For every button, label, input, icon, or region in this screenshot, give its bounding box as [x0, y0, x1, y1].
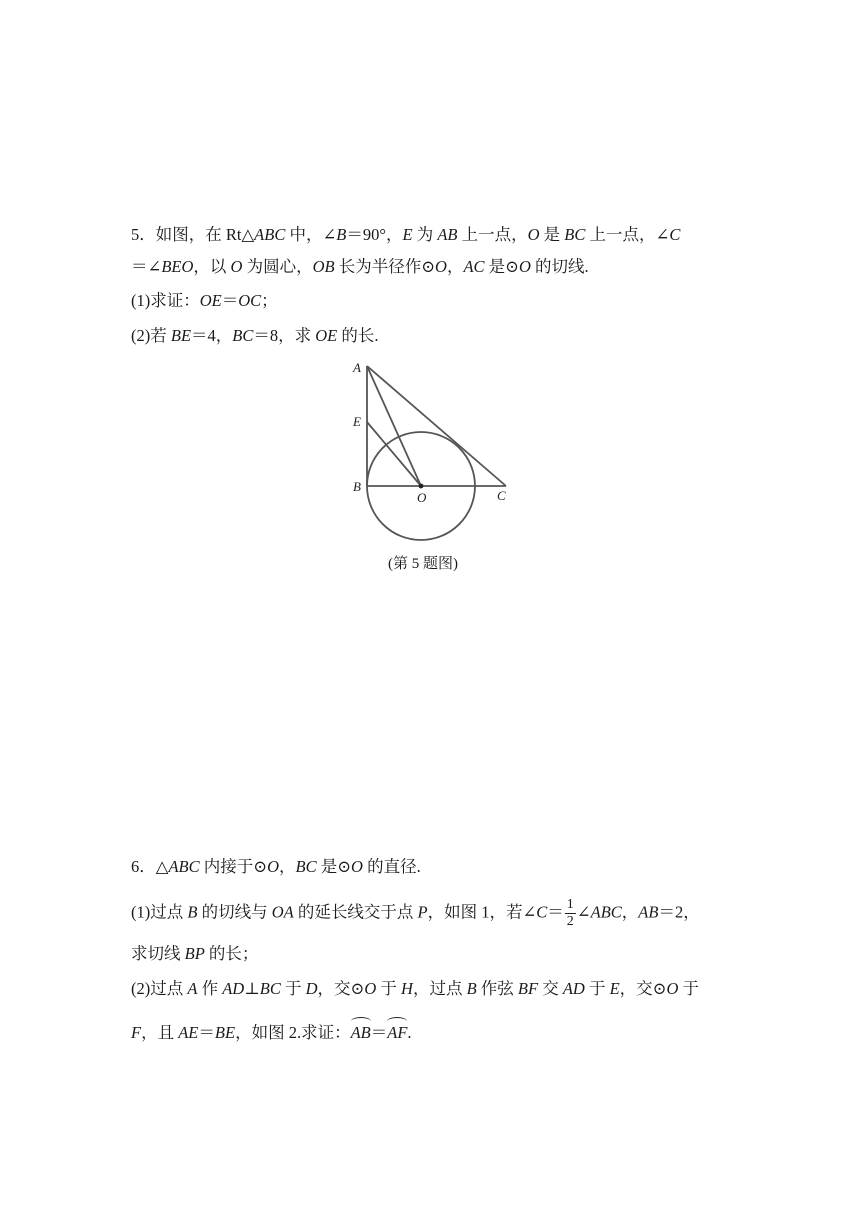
text: ，如图 1，若∠ [427, 902, 537, 922]
text: A [187, 979, 198, 998]
text: 为 [412, 225, 438, 244]
text: E [609, 979, 620, 998]
text: O [364, 979, 377, 998]
text: 于 [678, 979, 700, 998]
p5-line-2 [131, 256, 589, 278]
text: BC [232, 326, 254, 345]
text: AE [178, 1023, 199, 1042]
text: ＝ [221, 291, 239, 310]
text: ， [446, 257, 464, 276]
text: 2 [566, 914, 574, 929]
text: ； [261, 291, 278, 310]
text: O [267, 857, 279, 876]
text: ABC [168, 857, 200, 876]
text: BC [259, 979, 281, 998]
text: AC [463, 257, 485, 276]
text: O [230, 257, 243, 276]
text: OC [238, 291, 262, 310]
text: BP [184, 944, 205, 963]
label-b: B [353, 479, 361, 494]
p5-line-4 [131, 325, 379, 347]
text: 的长. [337, 326, 379, 345]
text: 的延长线交于点 [293, 902, 418, 922]
text: ABC [254, 225, 286, 244]
text: 为圆心， [242, 257, 313, 276]
text: 上一点，∠ [585, 225, 670, 244]
text: ＝ [370, 1023, 388, 1042]
segment-ac [367, 366, 506, 486]
text: ∠ [576, 902, 591, 922]
text: ＝90°， [346, 225, 403, 244]
text: O [435, 257, 447, 276]
text: AB [638, 902, 659, 922]
segment-ao [367, 366, 421, 486]
arc-ab: AB [350, 1023, 371, 1042]
p6-line-5 [131, 1022, 412, 1044]
text: ⊥ [244, 979, 260, 998]
text: ， [621, 902, 639, 922]
text: 的长； [204, 944, 259, 963]
label-c: C [497, 488, 506, 503]
text: ＝8，求 [253, 326, 316, 345]
fraction-one-half [565, 897, 576, 930]
text: OA [271, 902, 294, 922]
text: (1)过点 [131, 902, 188, 922]
text: 长为半径作⊙ [334, 257, 436, 276]
text: BC [564, 225, 586, 244]
text: ＝ [198, 1023, 215, 1042]
p6-line-1 [131, 856, 421, 878]
label-a: A [353, 360, 361, 375]
text: ，以 [193, 257, 231, 276]
text: 1 [566, 897, 574, 912]
text: F [131, 1023, 142, 1042]
text: OE [199, 291, 222, 310]
text: B [336, 225, 347, 244]
text: ＝4， [191, 326, 233, 345]
text: ，如图 2.求证： [235, 1023, 351, 1042]
text: OE [315, 326, 338, 345]
text: BF [517, 979, 539, 998]
text: 的直径. [362, 857, 421, 876]
text: AD [562, 979, 585, 998]
segment-eo [367, 422, 421, 486]
geometry-figure [340, 355, 520, 545]
point-o [419, 484, 424, 489]
p6-line-2 [131, 897, 700, 930]
arc-af: AF [387, 1023, 408, 1042]
p5-line-1 [131, 224, 680, 246]
text: 6．△ [131, 857, 169, 876]
text: ＝∠ [131, 257, 162, 276]
text: 的切线. [530, 257, 589, 276]
text: ＝2， [658, 902, 700, 922]
figure-caption: (第 5 题图) [388, 556, 458, 572]
text: (2)若 [131, 326, 171, 345]
p6-line-3 [131, 943, 258, 965]
text: ， [279, 857, 296, 876]
label-e: E [353, 414, 361, 429]
text: H [401, 979, 413, 998]
text: P [417, 902, 428, 922]
text: 交 [538, 979, 563, 998]
text: C [669, 225, 681, 244]
text: (2)过点 [131, 979, 188, 998]
text: O [351, 857, 363, 876]
text: ，交⊙ [317, 979, 365, 998]
text: OB [312, 257, 335, 276]
text: O [519, 257, 531, 276]
text: 作弦 [476, 979, 518, 998]
text: 是⊙ [316, 857, 352, 876]
text: 是 [539, 225, 565, 244]
text: 内接于⊙ [199, 857, 268, 876]
label-o: O [417, 490, 427, 505]
text: BC [295, 857, 317, 876]
text: B [466, 979, 477, 998]
text: 中，∠ [285, 225, 337, 244]
text: C [536, 902, 548, 922]
text: 于 [584, 979, 610, 998]
text: E [402, 225, 413, 244]
p5-line-3 [131, 290, 278, 312]
text: 是⊙ [484, 257, 519, 276]
text: ＝ [547, 902, 564, 922]
text: B [187, 902, 198, 922]
text: 作 [197, 979, 223, 998]
text: 上一点， [457, 225, 528, 244]
text: AD [222, 979, 245, 998]
text: O [666, 979, 679, 998]
text: O [527, 225, 540, 244]
text: D [305, 979, 318, 998]
text: 于 [376, 979, 402, 998]
text: 5．如图，在 Rt△ [131, 225, 255, 244]
text: . [407, 1023, 412, 1042]
p6-line-4 [131, 978, 699, 1000]
text: ，且 [141, 1023, 179, 1042]
text: 于 [280, 979, 306, 998]
text: ，过点 [412, 979, 467, 998]
text: ABC [590, 902, 622, 922]
text: BE [170, 326, 192, 345]
text: 的切线与 [197, 902, 272, 922]
text: BE [214, 1023, 236, 1042]
text: ，交⊙ [619, 979, 667, 998]
text: BEO [161, 257, 194, 276]
text: 求切线 [131, 944, 185, 963]
text: (1)求证： [131, 291, 200, 310]
text: AB [437, 225, 458, 244]
